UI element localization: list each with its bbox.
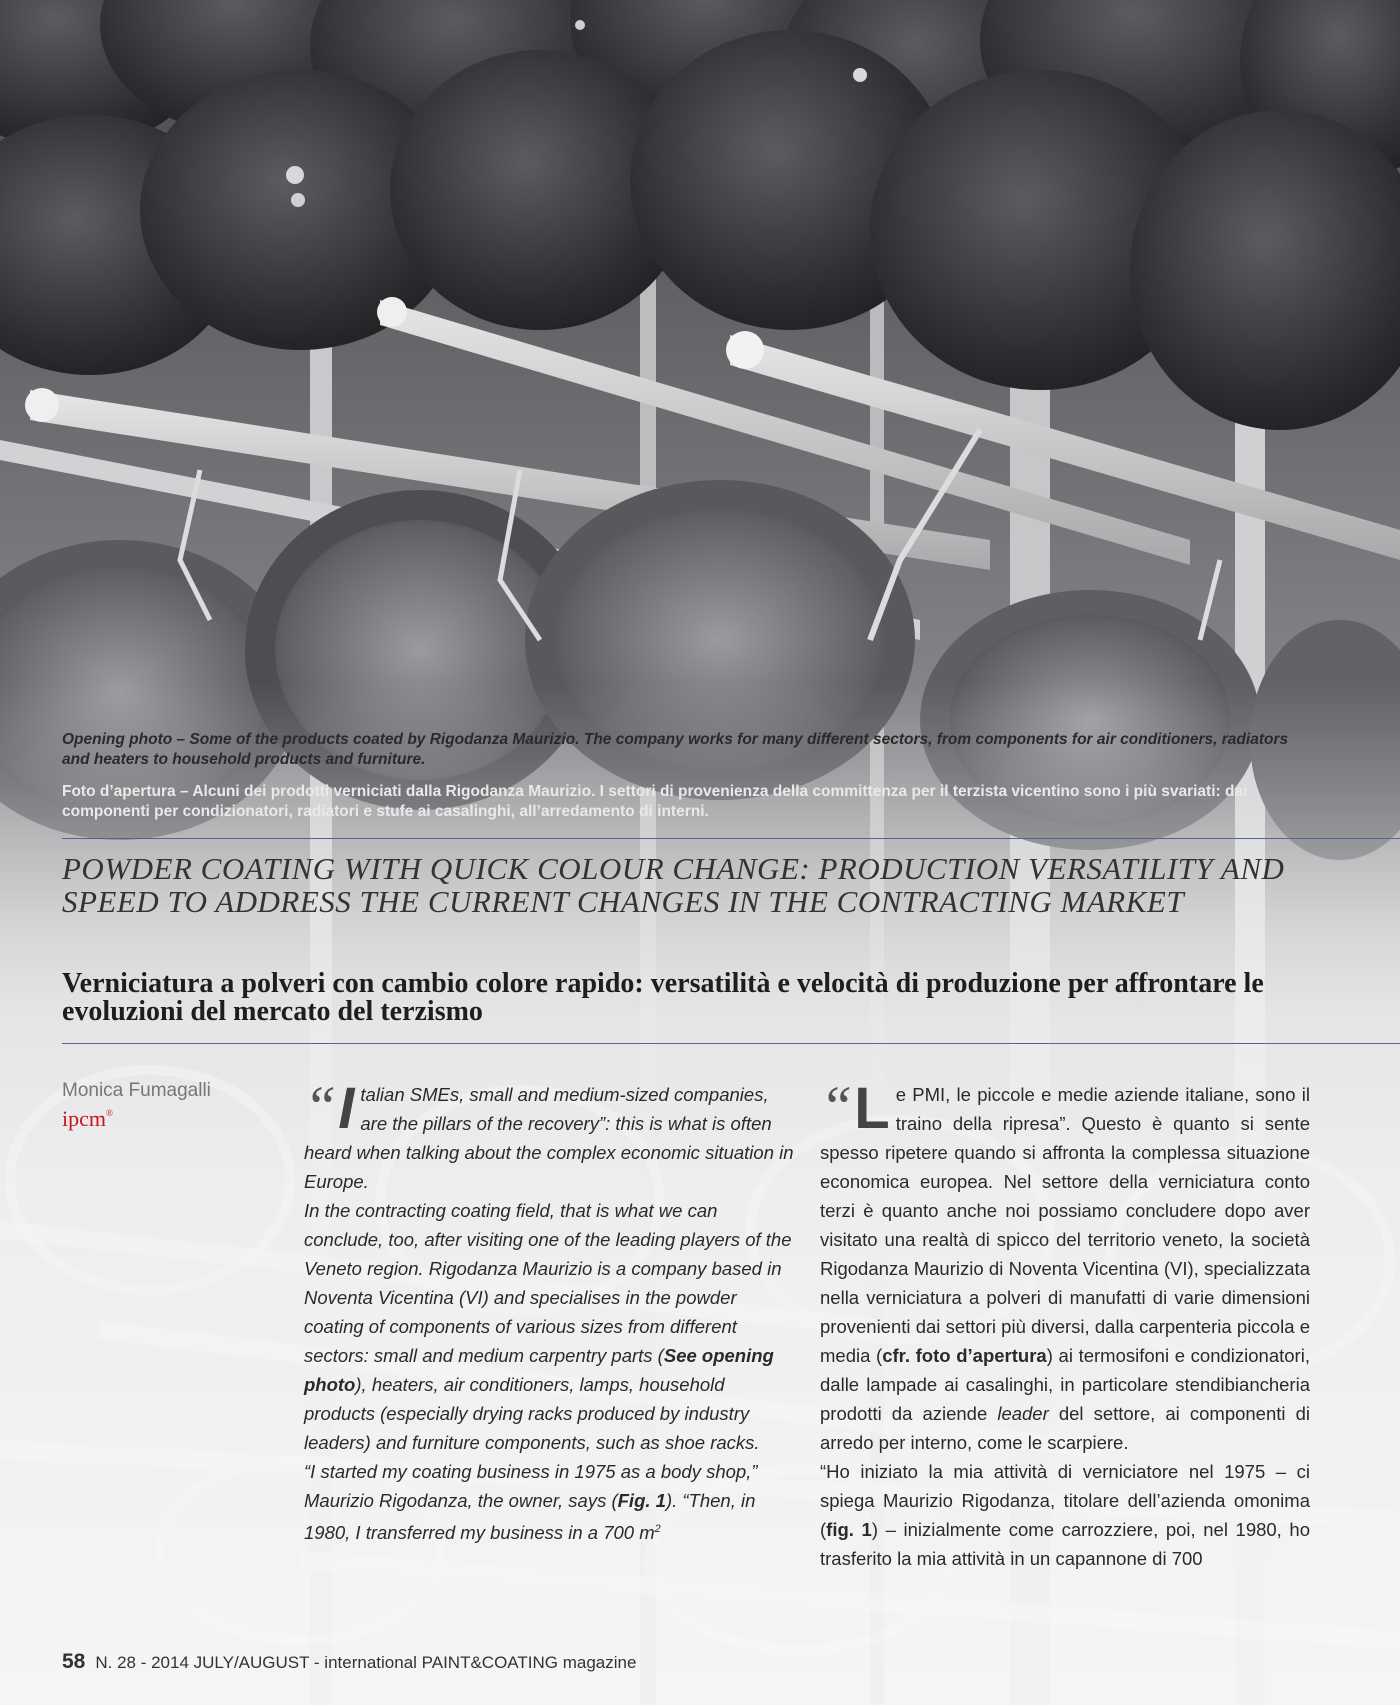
divider-bottom: [62, 1043, 1400, 1044]
caption-english: Opening photo – Some of the products coated by Rigodanza Maurizio. The company works for many different sectors, from components for air conditioners, radiators and heaters to household products and furniture.: [62, 731, 1289, 768]
author-name: Monica Fumagalli: [62, 1080, 211, 1101]
paragraph: [304, 1196, 794, 1457]
page-number: 58: [62, 1650, 86, 1673]
figure-reference: cfr. foto d’apertura: [882, 1345, 1047, 1366]
figure-reference: Fig. 1: [617, 1490, 666, 1511]
figure-reference: fig. 1: [826, 1519, 872, 1540]
open-quote-mark: “: [820, 1074, 853, 1139]
open-quote-mark: “: [304, 1074, 337, 1139]
drop-cap: L: [854, 1076, 890, 1141]
paragraph: [820, 1457, 1310, 1573]
drop-cap: I: [338, 1076, 355, 1141]
paragraph: [820, 1074, 1310, 1457]
paragraph-text: del settore, ai componenti di arredo per interno, come le scarpiere.: [820, 1403, 1310, 1453]
body-column-english: [304, 1074, 794, 1547]
paragraph-text: ) – inizialmente come carrozziere, poi, nel 1980, ho trasferito la mia attività in un capannone di 700: [820, 1519, 1310, 1569]
paragraph-text: ), heaters, air conditioners, lamps, household products (especially drying racks produced by industry leaders) and furniture components, such as shoe racks.: [304, 1374, 760, 1453]
paragraph-text: talian SMEs, small and medium-sized companies, are the pillars of the recovery”: this is what is often heard when talking about the complex economic situation in Europe.: [304, 1084, 794, 1192]
title-italian: Verniciatura a polveri con cambio colore rapido: versatilità e velocità di produzione per affrontare le evoluzioni del mercato del terzismo: [62, 968, 1264, 1027]
paragraph-text: In the contracting coating field, that is what we can conclude, too, after visiting one of the leading players of the Veneto region. Rigodanza Maurizio is a company based in Noventa Vicentina (VI) and specialises in the powder coating of components of various sizes from different sectors: small and medium carpentry parts (: [304, 1200, 792, 1366]
caption-italian: Foto d’apertura – Alcuni dei prodotti verniciati dalla Rigodanza Maurizio. I settori di provenienza della committenza per il terzista vicentino sono i più svariati: dai componenti per condizionatori, radiatori e stufe ai casalinghi, all’arredamento di interni.: [62, 783, 1248, 820]
italic-word: leader: [997, 1403, 1049, 1424]
divider-top: [62, 838, 1400, 839]
paragraph-text: “Ho iniziato la mia attività di verniciatore nel 1975 – ci spiega Maurizio Rigodanza, titolare dell’azienda omonima (: [820, 1461, 1310, 1540]
figure-reference: See opening photo: [304, 1345, 774, 1395]
footer-text: N. 28 - 2014 JULY/AUGUST - international PAINT&COATING magazine: [95, 1653, 637, 1672]
paragraph: [304, 1457, 794, 1547]
body-column-italian: [820, 1074, 1310, 1573]
paragraph: [304, 1074, 794, 1196]
paragraph-text: ) ai termosifoni e condizionatori, dalle lampade ai casalinghi, in particolare stendibiancheria prodotti da aziende: [820, 1345, 1310, 1424]
paragraph-text: “I started my coating business in 1975 as a body shop,” Maurizio Rigodanza, the owner, says (: [304, 1461, 758, 1511]
brand-logo: [62, 1106, 113, 1132]
registered-mark: ®: [106, 1108, 113, 1118]
page-footer: [62, 1650, 636, 1674]
title-english: POWDER COATING WITH QUICK COLOUR CHANGE: PRODUCTION VERSATILITY AND SPEED TO ADDRESS THE CURRENT CHANGES IN THE CONTRACTING MARKET: [62, 851, 1285, 919]
superscript: 2: [654, 1523, 661, 1535]
paragraph-text: e PMI, le piccole e medie aziende italiane, sono il traino della ripresa”. Questo è quanto si sente spesso ripetere quando si affronta la complessa situazione economica europea. Nel settore della verniciatura conto terzi è quanto anche noi possiamo concludere dopo aver visitato una realtà di spicco del territorio veneto, la società Rigodanza Maurizio di Noventa Vicentina (VI), specializzata nella verniciatura a polveri di manufatti di varie dimensioni provenienti dai settori più diversi, dalla carpenteria piccola e media (: [820, 1084, 1310, 1366]
brand-name: ipcm: [62, 1106, 106, 1131]
paragraph-text: ). “Then, in 1980, I transferred my business in a 700 m: [304, 1490, 756, 1544]
